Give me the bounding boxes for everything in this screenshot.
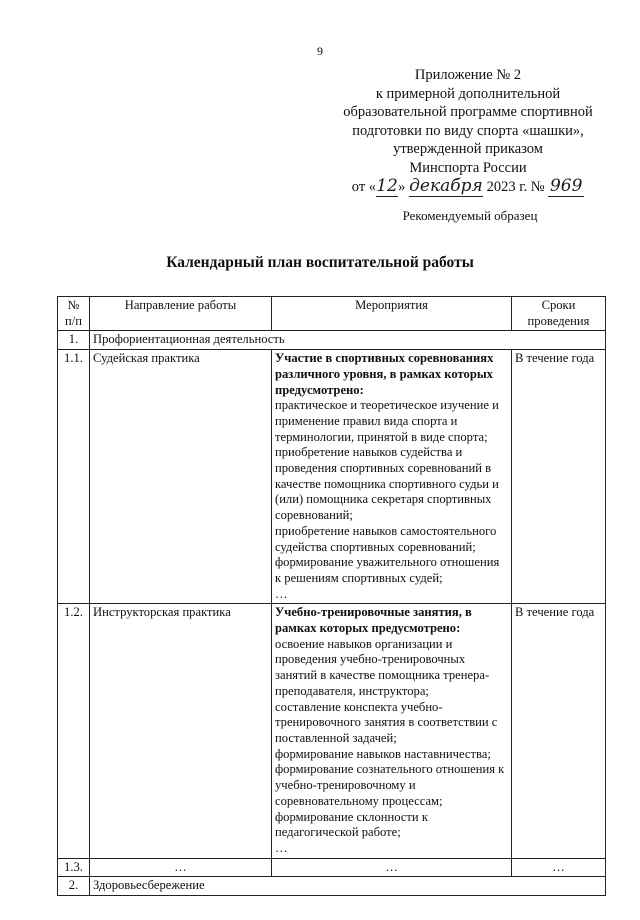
row-num: 1. [58,331,90,350]
header-direction: Направление работы [90,297,272,331]
table-row [58,350,606,604]
row-num: 1.1. [58,350,90,604]
event-line: формирование склонности к педагогической работе; [275,809,428,840]
event-line: составление конспекта учебно-тренировочного занятия в соответствии с поставленной задачей; [275,699,498,745]
sample-note: Рекомендуемый образец [402,208,538,223]
row-num: 1.2. [58,604,90,858]
order-year: 2023 г. № [486,179,545,195]
appendix-line: Минспорта России [409,159,527,176]
row-direction: Судейская практика [90,350,272,604]
event-line: формирование сознательного отношения к учебно-тренировочному и соревновательному процессам; [275,762,505,808]
row-events [272,350,512,604]
row-direction: … [90,858,272,877]
row-events [272,604,512,858]
table-row [58,858,606,877]
event-line: приобретение навыков самостоятельного судейства спортивных соревнований; [275,523,497,554]
row-dates: В течение года [512,350,606,604]
appendix-line: подготовки по виду спорта «шашки», [352,122,584,139]
event-line: формирование навыков наставничества; [275,746,491,761]
order-reference [318,177,618,197]
row-num: 1.3. [58,858,90,877]
order-number-handwritten: 969 [549,176,583,196]
event-line: приобретение навыков судейства и проведения спортивных соревнований в качестве помощника спортивного судьи и (или) помощника секретаря спортивных соревнований; [275,445,499,523]
document-title: Календарный план воспитательной работы [166,254,474,271]
table-row-section [58,331,606,350]
appendix-line: образовательной программе спортивной [343,104,593,120]
section-title: Здоровьесбережение [90,877,606,896]
table-header-row [58,297,606,331]
order-prefix: от « [351,179,377,195]
order-month-handwritten: декабря [409,176,483,196]
header-dates: Сроки проведения [512,297,606,331]
row-num: 2. [58,877,90,896]
plan-table [57,296,606,896]
event-line: практическое и теоретическое изучение и применение правил вида спорта и терминологии, принятой в виде спорта; [275,398,499,444]
page-number: 9 [317,44,323,58]
row-dates: … [512,858,606,877]
table-row [58,604,606,858]
order-mid: » [398,179,406,195]
header-events: Мероприятия [272,297,512,331]
appendix-line: к примерной дополнительной [375,85,561,102]
event-heading: Участие в спортивных соревнованиях различного уровня, в рамках которых предусмотрено: [275,351,494,397]
event-heading: Учебно-тренировочные занятия, в рамках которых предусмотрено: [275,605,472,636]
row-dates: В течение года [512,604,606,858]
event-line: … [275,586,288,601]
appendix-header [318,66,618,197]
row-events: … [272,858,512,877]
event-line: освоение навыков организации и проведения учебно-тренировочных занятий в качестве помощника тренера-преподавателя, инструктора; [275,636,490,698]
order-day-handwritten: 12 [376,176,398,196]
appendix-line: утвержденной приказом [393,141,543,157]
table-row-section [58,877,606,896]
event-line: … [275,840,288,855]
row-direction: Инструкторская практика [90,604,272,858]
section-title: Профориентационная деятельность [90,331,606,350]
event-line: формирование уважительного отношения к решениям спортивных судей; [275,555,500,585]
header-num: № п/п [58,297,90,331]
appendix-line: Приложение № 2 [414,67,522,83]
